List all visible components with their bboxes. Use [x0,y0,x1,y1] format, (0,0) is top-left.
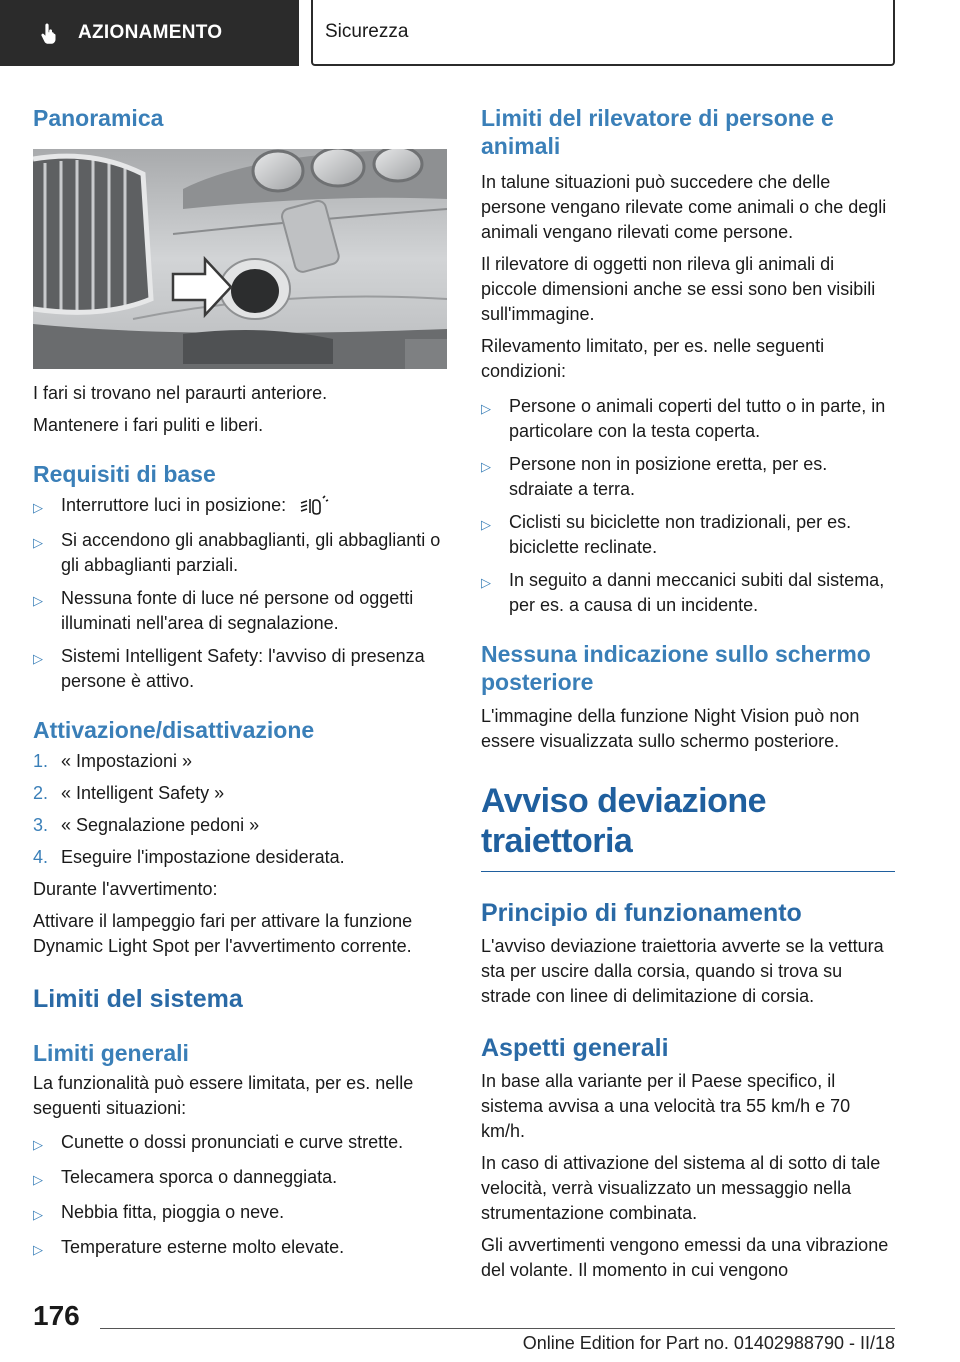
paragraph: Il rilevatore di oggetti non rileva gli animali di piccole dimensioni anche se essi sono ben visibili sull'immagine. [481,254,876,324]
list-item-text: Persone non in posizione eretta, per es. sdraiate a terra. [509,454,828,499]
car-headlight-photo [33,149,447,369]
heading-rilevatore: Limiti del rilevatore di persone e animali [481,105,834,159]
page-header [0,0,960,66]
heading-limiti-sistema: Limiti del sistema [33,985,243,1013]
limiti-list [33,1130,447,1262]
step-number: 1. [33,751,49,771]
list-item [33,1130,447,1157]
step-item [33,845,447,870]
paragraph: L'immagine della funzione Night Vision può non essere visualizzata sullo schermo posteriore. [481,706,860,751]
heading-nessuna-indicazione: Nessuna indicazione sullo schermo posteriore [481,641,871,695]
bullet-triangle-icon: ▷ [481,517,491,532]
bullet-triangle-icon: ▷ [481,401,491,416]
list-item-text: Nebbia fitta, pioggia o neve. [61,1202,285,1222]
chapter-tab[interactable] [0,0,299,66]
step-number: 4. [33,847,49,867]
step-item [33,813,447,838]
section-tab[interactable] [311,0,895,66]
list-item-text: Temperature esterne molto elevate. [61,1237,345,1257]
list-item [33,1165,447,1192]
rilevatore-list [481,394,895,618]
heading-avviso-deviazione: Avviso deviazione traiettoria [481,782,767,860]
heading-panoramica: Panoramica [33,105,164,131]
bullet-triangle-icon: ▷ [33,1242,43,1257]
list-item-text: Ciclisti su biciclette non tradizionali, per es. biciclette reclinate. [509,512,852,557]
paragraph: Durante l'avvertimento: [33,879,218,899]
edition-note: Online Edition for Part no. 01402988790 - II/18 [522,1333,895,1353]
heading-aspetti-generali: Aspetti generali [481,1034,669,1062]
paragraph: Attivare il lampeggio fari per attivare la funzione Dynamic Light Spot per l'avvertimento corrente. [33,911,413,956]
list-item-text: Sistemi Intelligent Safety: l'avviso di presenza persone è attivo. [61,646,425,691]
paragraph: Gli avvertimenti vengono emessi da una vibrazione del volante. Il momento in cui vengono [481,1235,889,1280]
bullet-triangle-icon: ▷ [33,593,43,608]
step-text: Eseguire l'impostazione desiderata. [61,847,345,867]
list-item-text: In seguito a danni meccanici subiti dal sistema, per es. a causa di un incidente. [509,570,885,615]
paragraph: In talune situazioni può succedere che delle persone vengano rilevate come animali o che degli animali vengano rilevati come persone. [481,172,887,242]
bullet-triangle-icon: ▷ [33,651,43,666]
requisiti-list [33,493,447,694]
heading-limiti-generali: Limiti generali [33,1040,189,1066]
page-number: 176 [33,1300,80,1331]
paragraph: In caso di attivazione del sistema al di sotto di tale velocità, verrà visualizzato un messaggio nella strumentazione combinata. [481,1153,881,1223]
paragraph: In base alla variante per il Paese specifico, il sistema avvisa a una velocità tra 55 km/h e 70 km/h. [481,1071,851,1141]
bullet-triangle-icon: ▷ [33,1207,43,1222]
step-number: 2. [33,783,49,803]
list-item-text: Si accendono gli anabbaglianti, gli abbaglianti o gli abbaglianti parziali. [61,530,441,575]
steps-list [33,749,447,870]
list-item [33,493,447,520]
bullet-triangle-icon: ▷ [481,459,491,474]
heading-attivazione: Attivazione/disattivazione [33,717,315,743]
step-number: 3. [33,815,49,835]
heading-requisiti: Requisiti di base [33,461,216,487]
list-item [33,1235,447,1262]
list-item [33,586,447,636]
list-item-text: Interruttore luci in posizione: [61,495,287,515]
paragraph: La funzionalità può essere limitata, per es. nelle seguenti situazioni: [33,1073,414,1118]
list-item [33,528,447,578]
list-item [481,568,895,618]
paragraph: I fari si trovano nel paraurti anteriore. [33,383,328,403]
paragraph: Rilevamento limitato, per es. nelle seguenti condizioni: [481,336,825,381]
section-label: Sicurezza [325,21,409,42]
list-item [481,394,895,444]
bullet-triangle-icon: ▷ [33,1172,43,1187]
list-item-text: Nessuna fonte di luce né persone od oggetti illuminati nell'area di segnalazione. [61,588,414,633]
step-text: « Segnalazione pedoni » [61,815,260,835]
paragraph: Mantenere i fari puliti e liberi. [33,415,264,435]
right-column [481,100,895,1283]
list-item-text: Cunette o dossi pronunciati e curve strette. [61,1132,404,1152]
step-text: « Impostazioni » [61,751,193,771]
list-item [33,644,447,694]
hand-pointer-icon [38,21,62,45]
step-text: « Intelligent Safety » [61,783,225,803]
bullet-triangle-icon: ▷ [481,575,491,590]
footer-rule [100,1328,895,1329]
list-item-text: Telecamera sporca o danneggiata. [61,1167,338,1187]
chapter-label: AZIONAMENTO [78,22,223,43]
left-column [33,100,447,1262]
list-item [481,452,895,502]
auto-headlight-icon [299,495,329,517]
bullet-triangle-icon: ▷ [33,535,43,550]
list-item-text: Persone o animali coperti del tutto o in parte, in particolare con la testa coperta. [509,396,886,441]
bullet-triangle-icon: ▷ [33,1137,43,1152]
paragraph: L'avviso deviazione traiettoria avverte se la vettura sta per uscire dalla corsia, quando si trova su strade con linee di delimitazione di corsia. [481,936,884,1006]
list-item [481,510,895,560]
step-item [33,781,447,806]
heading-rule [481,871,895,872]
step-item [33,749,447,774]
bullet-triangle-icon: ▷ [33,500,43,515]
heading-principio: Principio di funzionamento [481,899,802,927]
list-item [33,1200,447,1227]
